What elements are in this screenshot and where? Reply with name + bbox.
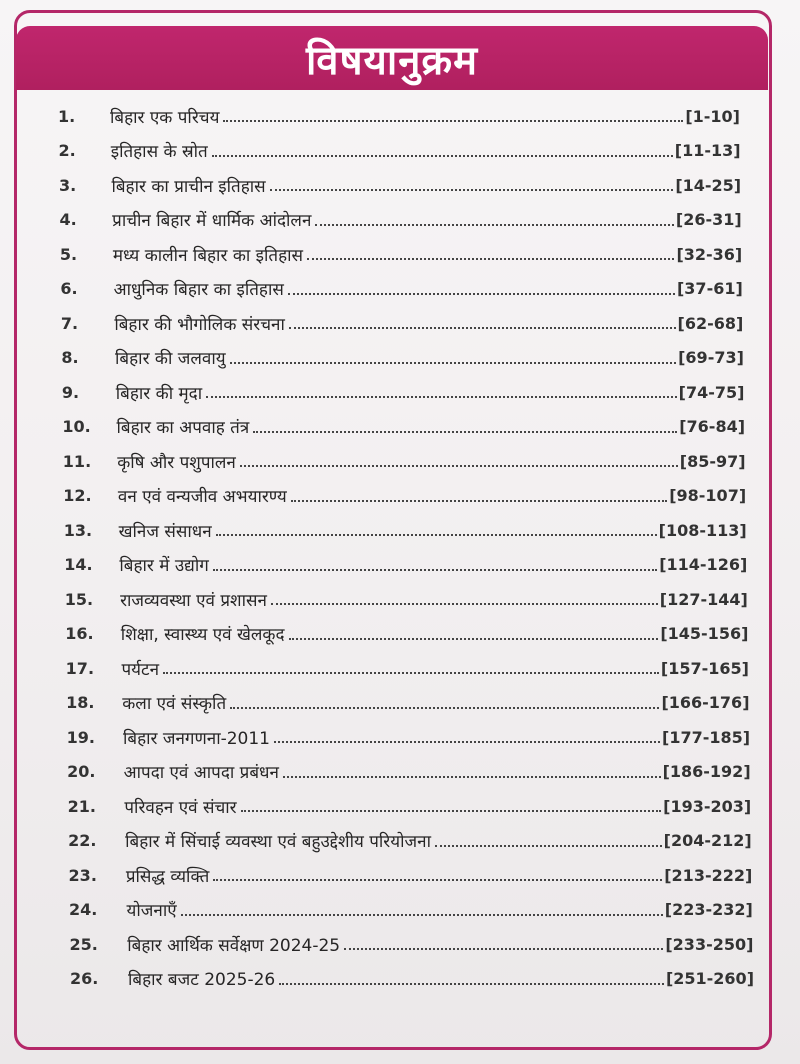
toc-entry-number: 5. <box>59 244 78 264</box>
toc-entry <box>0 481 800 511</box>
toc-entry <box>0 964 800 994</box>
toc-entry-number: 23. <box>68 865 97 885</box>
toc-entry-number: 20. <box>67 762 96 781</box>
toc-entry-pages: [1-10] <box>685 106 740 126</box>
toc-entry-title: बिहार की मृदा <box>115 383 203 404</box>
toc-entry-number: 7. <box>60 313 79 333</box>
toc-entry-line <box>113 243 742 266</box>
toc-entry-line <box>122 657 749 680</box>
toc-entry-line <box>114 277 743 300</box>
toc-entry-pages: [213-222] <box>664 865 753 885</box>
toc-entry-title: परिवहन एवं संचार <box>124 797 237 818</box>
toc-entry-number: 25. <box>69 934 98 954</box>
toc-entry-number: 12. <box>63 486 92 505</box>
dot-leader <box>253 431 677 433</box>
toc-entry-pages: [85-97] <box>679 451 746 471</box>
dot-leader <box>283 776 661 778</box>
toc-entry-line <box>115 346 744 369</box>
toc-entry-line <box>128 967 754 990</box>
toc-entry-line <box>121 622 749 645</box>
toc-entry <box>0 929 800 959</box>
dot-leader <box>163 672 659 674</box>
toc-entry-pages: [145-156] <box>660 624 749 643</box>
toc-entry-pages: [166-176] <box>661 693 750 712</box>
toc-entry-line <box>116 415 745 438</box>
toc-entry-pages: [233-250] <box>665 934 754 954</box>
toc-entry-line <box>119 553 747 576</box>
dot-leader <box>181 914 663 916</box>
toc-entry-number: 2. <box>58 141 76 160</box>
dot-leader <box>274 741 660 743</box>
toc-entry-line <box>110 105 740 128</box>
toc-entry-pages: [76-84] <box>679 417 746 436</box>
toc-entry-title: इतिहास के स्रोत <box>110 142 208 162</box>
toc-entry-title: मध्य कालीन बिहार का इतिहास <box>112 245 304 266</box>
toc-entry-line <box>114 312 743 335</box>
toc-entry-pages: [14-25] <box>675 175 742 195</box>
toc-entry-line <box>117 450 745 473</box>
toc-entry <box>0 136 800 166</box>
toc-entry-number: 19. <box>66 727 95 747</box>
toc-entry-line <box>123 726 750 749</box>
toc-entry-pages: [108-113] <box>658 520 747 540</box>
toc-entry-number: 22. <box>68 831 97 850</box>
toc-entry-number: 9. <box>61 382 80 402</box>
toc-entry <box>0 412 800 442</box>
toc-entry-pages: [62-68] <box>677 313 744 333</box>
toc-entry-pages: [177-185] <box>662 727 751 747</box>
dot-leader <box>344 948 663 950</box>
toc-entry-pages: [223-232] <box>664 900 753 919</box>
toc-entry <box>0 895 800 925</box>
toc-entry <box>0 550 800 580</box>
toc-entry <box>0 722 800 752</box>
toc-entry-pages: [69-73] <box>678 348 744 367</box>
toc-entry <box>0 619 800 649</box>
dot-leader <box>291 500 667 502</box>
dot-leader <box>435 845 662 847</box>
toc-entry <box>0 515 800 545</box>
toc-entry-line <box>124 795 751 818</box>
toc-entry-pages: [98-107] <box>669 486 747 505</box>
dot-leader <box>240 465 678 467</box>
toc-entry-title: बिहार बजट 2025-26 <box>128 970 276 990</box>
toc-entry <box>0 791 800 821</box>
toc-entry-number: 14. <box>64 555 93 574</box>
toc-entry-number: 3. <box>58 175 77 195</box>
toc-entry <box>0 170 800 200</box>
toc-entry-title: खनिज संसाधन <box>118 521 212 542</box>
toc-entry-number: 26. <box>70 969 99 988</box>
toc-entry <box>0 239 800 269</box>
toc-entry-title: प्राचीन बिहार में धार्मिक आंदोलन <box>112 211 312 231</box>
toc-entry <box>0 274 800 304</box>
toc-entry-number: 11. <box>62 451 92 471</box>
toc-entry-title: आपदा एवं आपदा प्रबंधन <box>123 763 279 783</box>
toc-entry-line <box>126 864 752 887</box>
toc-entry-line <box>127 933 753 956</box>
toc-entry-number: 17. <box>65 658 95 678</box>
toc-entry-line <box>118 484 746 507</box>
toc-entry-pages: [127-144] <box>659 589 748 609</box>
toc-entry-pages: [157-165] <box>660 658 749 678</box>
toc-entry <box>0 446 800 476</box>
toc-entry-title: बिहार का प्राचीन इतिहास <box>111 176 266 197</box>
toc-entry-pages: [32-36] <box>676 244 743 264</box>
dot-leader <box>289 327 676 329</box>
toc-entry-pages: [26-31] <box>675 210 742 229</box>
toc-entry-pages: [11-13] <box>674 141 741 160</box>
toc-entry-title: कृषि और पशुपालन <box>117 452 236 473</box>
toc-entry-title: वन एवं वन्यजीव अभयारण्य <box>117 487 287 507</box>
toc-entry-line <box>124 760 751 783</box>
toc-entry-title: बिहार में उद्योग <box>119 556 209 576</box>
toc-entry-title: बिहार एक परिचय <box>110 107 220 128</box>
toc-entry-number: 13. <box>63 520 93 540</box>
dot-leader <box>279 983 664 985</box>
toc-entry <box>0 757 800 787</box>
toc-entry-pages: [193-203] <box>663 796 752 816</box>
toc-entry-line <box>120 588 748 611</box>
toc-entry-title: पर्यटन <box>121 659 160 680</box>
toc-entry-title: शिक्षा, स्वास्थ्य एवं खेलकूद <box>120 625 285 645</box>
toc-entry-number: 1. <box>58 106 76 126</box>
toc-entry-line <box>112 208 742 231</box>
dot-leader <box>241 810 662 812</box>
toc-entry-pages: [251-260] <box>665 969 754 988</box>
toc-entry-number: 21. <box>67 796 96 816</box>
toc-entry-title: बिहार की भौगोलिक संरचना <box>114 314 285 335</box>
toc-entry-title: बिहार आर्थिक सर्वेक्षण 2024-25 <box>127 935 341 956</box>
dot-leader <box>270 189 674 191</box>
dot-leader <box>271 603 658 605</box>
toc-entry-title: राजव्यवस्था एवं प्रशासन <box>120 590 267 611</box>
toc-entry-number: 15. <box>64 589 94 609</box>
toc-entry <box>0 584 800 614</box>
toc-entry-number: 10. <box>62 417 91 436</box>
dot-leader <box>216 534 657 536</box>
dot-leader <box>223 120 683 122</box>
toc-entry <box>0 826 800 856</box>
toc-entry <box>0 653 800 683</box>
toc-entry <box>0 205 800 235</box>
dot-leader <box>288 293 675 295</box>
toc-entry-pages: [74-75] <box>678 382 745 402</box>
toc-entry-line <box>119 519 747 542</box>
toc-entry-title: बिहार की जलवायु <box>115 349 226 369</box>
toc-entry <box>0 860 800 890</box>
toc-entry-number: 16. <box>65 624 94 643</box>
toc-entry <box>0 343 800 373</box>
toc-entry-line <box>122 691 749 714</box>
dot-leader <box>213 569 657 571</box>
toc-entry-line <box>116 381 745 404</box>
dot-leader <box>230 362 676 364</box>
dot-leader <box>307 258 674 260</box>
toc-entry-number: 6. <box>60 279 78 298</box>
dot-leader <box>230 707 659 709</box>
toc-entry-pages: [186-192] <box>662 762 751 781</box>
dot-leader <box>289 638 659 640</box>
toc-entry-title: योजनाएँ <box>126 901 177 921</box>
dot-leader <box>212 155 673 157</box>
page-title: विषयानुक्रम <box>305 37 479 84</box>
toc-entry <box>0 101 800 131</box>
dot-leader <box>213 879 662 881</box>
toc-entry-title: कला एवं संस्कृति <box>122 694 227 714</box>
toc-entry-title: आधुनिक बिहार का इतिहास <box>113 280 284 300</box>
toc-entry-line <box>111 139 741 162</box>
dot-leader <box>206 396 677 398</box>
toc-entry-line <box>127 898 753 921</box>
toc-entry <box>0 688 800 718</box>
dot-leader <box>315 224 673 226</box>
toc-entry-pages: [114-126] <box>659 555 748 574</box>
toc-entry <box>0 308 800 338</box>
toc-entry-line <box>125 829 752 852</box>
toc-entry-title: प्रसिद्ध व्यक्ति <box>125 866 210 887</box>
toc-entry-pages: [37-61] <box>676 279 743 298</box>
toc-entry-title: बिहार जनगणना-2011 <box>122 728 270 749</box>
toc-entry-number: 8. <box>61 348 79 367</box>
toc-entry <box>0 377 800 407</box>
toc-entry-number: 24. <box>69 900 98 919</box>
toc-entry-line <box>111 174 741 197</box>
toc-entry-title: बिहार में सिंचाई व्यवस्था एवं बहुउद्देशीय परियोजना <box>125 832 431 852</box>
toc-entry-title: बिहार का अपवाह तंत्र <box>116 418 250 438</box>
toc-entry-number: 18. <box>66 693 95 712</box>
toc-entry-number: 4. <box>59 210 77 229</box>
toc-entry-pages: [204-212] <box>663 831 752 850</box>
